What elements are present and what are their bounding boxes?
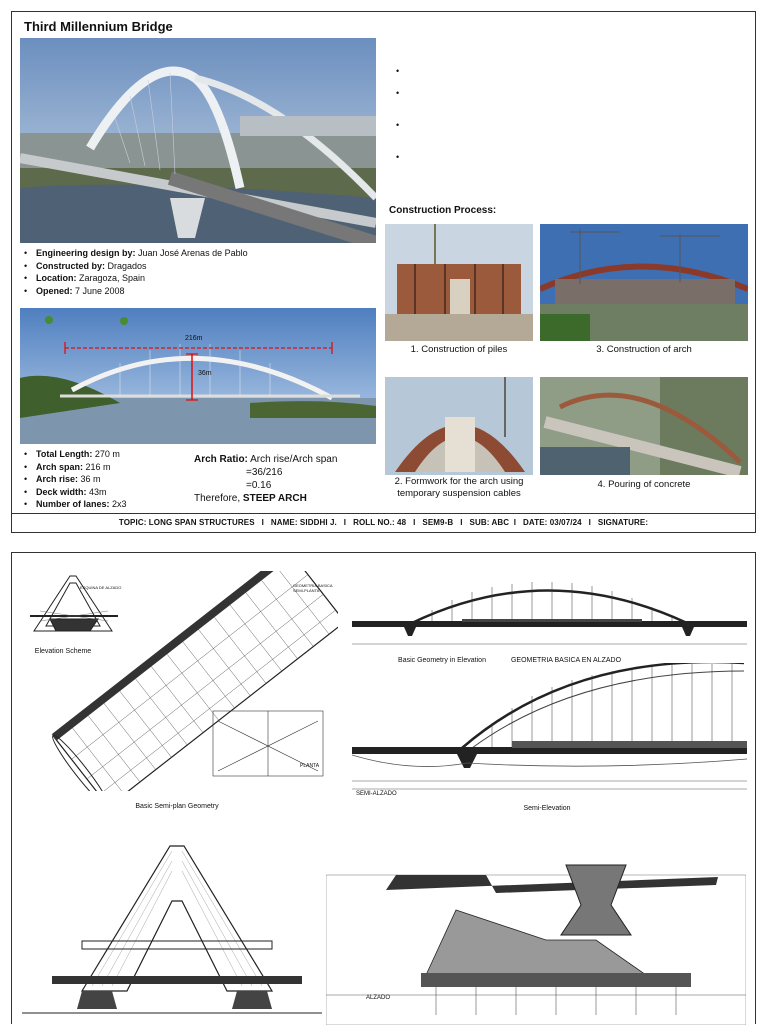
fact-item: • Opened: 7 June 2008 [24,285,384,298]
fact-item: • Engineering design by: Juan José Arenas de Pablo [24,247,384,260]
semi-plan-drawing [38,571,338,791]
construction-photo-arch [540,224,748,341]
pylon-section-drawing [22,841,322,1025]
construction-photo-piles [385,224,533,341]
empty-bullet: • [396,120,400,130]
step-caption: 2. Formwork for the arch using temporary suspension cables [394,476,524,499]
fact-item: • Number of lanes: 2x3 [24,498,194,511]
construction-photo-concrete [540,377,748,475]
span-diagram-photo [20,308,376,444]
construction-heading: Construction Process: [389,205,497,216]
empty-bullet: • [396,88,400,98]
semi-elevation-drawing [352,663,747,793]
empty-bullet: • [396,152,400,162]
arch-ratio: Arch Ratio: Arch rise/Arch span =36/216 =0.16 Therefore, STEEP ARCH [194,454,338,504]
basic-elevation-drawing [352,568,747,648]
fact-item: • Deck width: 43m [24,486,194,499]
bridge-facts-top [24,247,384,297]
elevation-scheme-label: Elevation Scheme [34,648,92,655]
geom-alzado-label: GEOMETRIA BASICA EN ALZADO [510,657,622,664]
semi-elevation-label: Semi-Elevation [523,805,571,812]
bridge-facts-bottom [24,448,194,511]
bridge-photo [20,38,376,243]
span-label: 216m [185,335,203,342]
fact-item: • Location: Zaragoza, Spain [24,272,384,285]
geom-basica-label: GEOMETRIA BASICA SEMI-PLANTA [293,583,333,593]
fact-item: • Arch span: 216 m [24,461,194,474]
construction-photo-formwork [385,377,533,475]
step-caption: 1. Construction of piles [410,344,508,355]
step-caption: 3. Construction of arch [596,344,692,355]
step-caption: 4. Pouring of concrete [597,479,691,490]
planta-label: PLANTA [300,763,320,769]
abutment-alzado-drawing [326,845,746,1025]
drawings-sheet [11,552,756,1024]
basic-elevation-label: Basic Geometry in Elevation [398,657,486,664]
presentation-sheet [11,11,756,533]
empty-bullet: • [396,66,400,76]
sheet-title: Third Millennium Bridge [24,19,173,34]
semi-alzado-label: SEMI-ALZADO [356,791,397,797]
fact-item: • Arch rise: 36 m [24,473,194,486]
footer-info: TOPIC: LONG SPAN STRUCTURES I NAME: SIDDHI J. I ROLL NO.: 48 I SEM9-B I SUB: ABC I DATE: 03/07/24 I SIGNATURE: [118,518,649,527]
footer-divider [12,513,755,514]
rise-label: 36m [198,370,212,377]
fact-item: • Total Length: 270 m [24,448,194,461]
semi-plan-label: Basic Semi-plan Geometry [135,803,219,810]
alzado-label: ALZADO [366,995,391,1001]
esquina-label: ESQUINA DE ALZADO [80,585,122,590]
fact-item: • Constructed by: Dragados [24,260,384,273]
